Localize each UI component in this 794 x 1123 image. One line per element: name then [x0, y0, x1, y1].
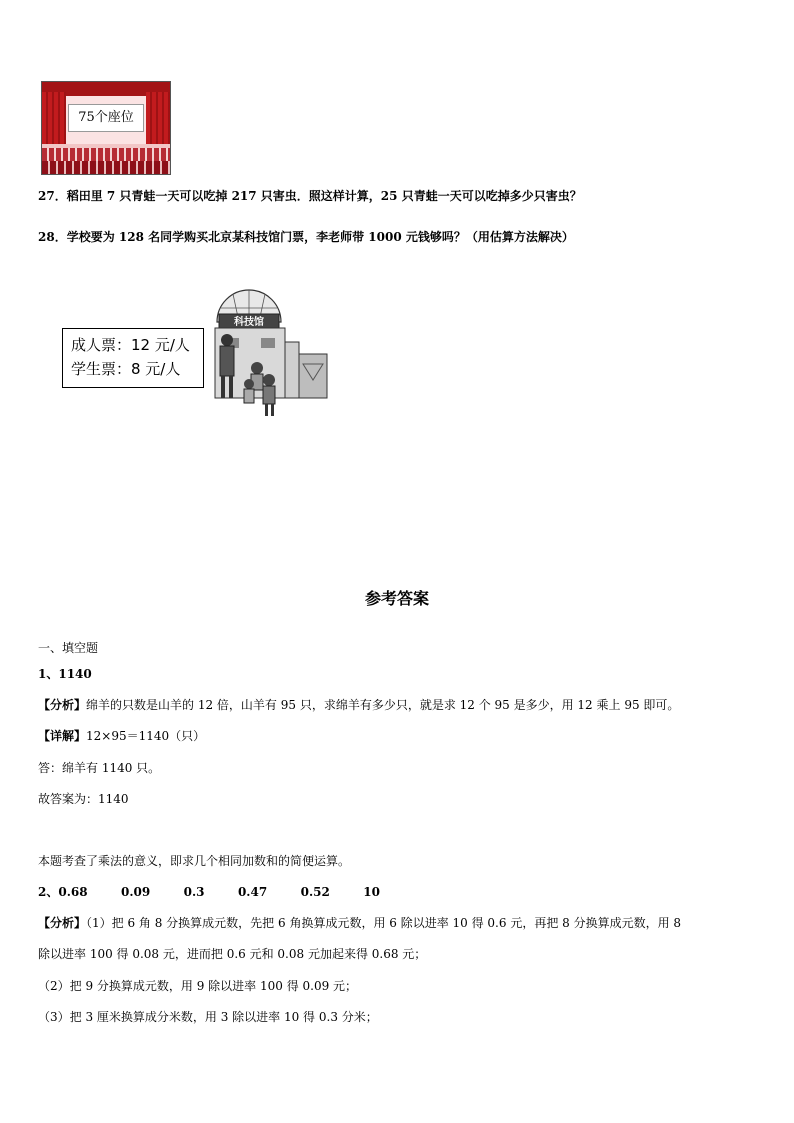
- question-28: 28．学校要为 128 名同学购买北京某科技馆门票，李老师带 1000 元钱够吗？（用估算方法解决）: [38, 230, 574, 244]
- answers-title: 参考答案: [364, 589, 429, 608]
- science-museum-illustration: [205, 280, 335, 430]
- seat-rows-front: [42, 161, 170, 174]
- answer-2: 2、0.68 0.09 0.3 0.47 0.52 10: [38, 885, 380, 899]
- detail-tag: 【详解】: [38, 729, 87, 743]
- answer-2-analysis-line2: 除以进率 100 得 0.08 元，进而把 0.6 元和 0.08 元加起来得 0.68 元；: [38, 947, 427, 961]
- ticket-price-box: [62, 328, 204, 388]
- adult-ticket-price: 成人票：12 元/人: [71, 336, 190, 354]
- answer-1-note: 本题考查了乘法的意义，即求几个相同加数和的简便运算。: [38, 854, 351, 868]
- answer-1-analysis: [38, 697, 679, 713]
- curtain-right: [146, 92, 170, 150]
- answer-1-statement: 答：绵羊有 1140 只。: [38, 761, 161, 775]
- seat-count-sign: 75个座位: [68, 104, 144, 132]
- museum-sign-text: 科技馆: [234, 317, 264, 328]
- curtain-left: [42, 92, 66, 150]
- answer-2-analysis-line3: （2）把 9 分换算成元数，用 9 除以进率 100 得 0.09 元；: [38, 979, 358, 993]
- student-ticket-price: 学生票：8 元/人: [71, 360, 181, 378]
- theater-illustration: [41, 81, 171, 175]
- section-heading: 一、填空题: [38, 641, 99, 655]
- answer-1: 1、1140: [38, 667, 92, 681]
- answer-1-detail: [38, 728, 205, 744]
- analysis-tag-2: 【分析】: [38, 916, 87, 930]
- analysis-text: 绵羊的只数是山羊的 12 倍，山羊有 95 只，求绵羊有多少只，就是求 12 个 95 是多少，用 12 乘上 95 即可。: [86, 698, 680, 712]
- question-27: 27．稻田里 7 只青蛙一天可以吃掉 217 只害虫．照这样计算，25 只青蛙一天可以吃掉多少只害虫？: [38, 189, 582, 203]
- analysis-2-text-1: （1）把 6 角 8 分换算成元数，先把 6 角换算成元数，用 6 除以进率 10 得 0.6 元，再把 8 分换算成元数，用 8: [86, 916, 682, 930]
- analysis-tag: 【分析】: [38, 698, 87, 712]
- detail-text: 12×95＝1140（只）: [86, 729, 206, 743]
- answer-1-final: 故答案为：1140: [38, 792, 129, 806]
- answer-2-analysis-line4: （3）把 3 厘米换算成分米数，用 3 除以进率 10 得 0.3 分米；: [38, 1010, 378, 1024]
- answer-2-analysis-line1: [38, 915, 681, 931]
